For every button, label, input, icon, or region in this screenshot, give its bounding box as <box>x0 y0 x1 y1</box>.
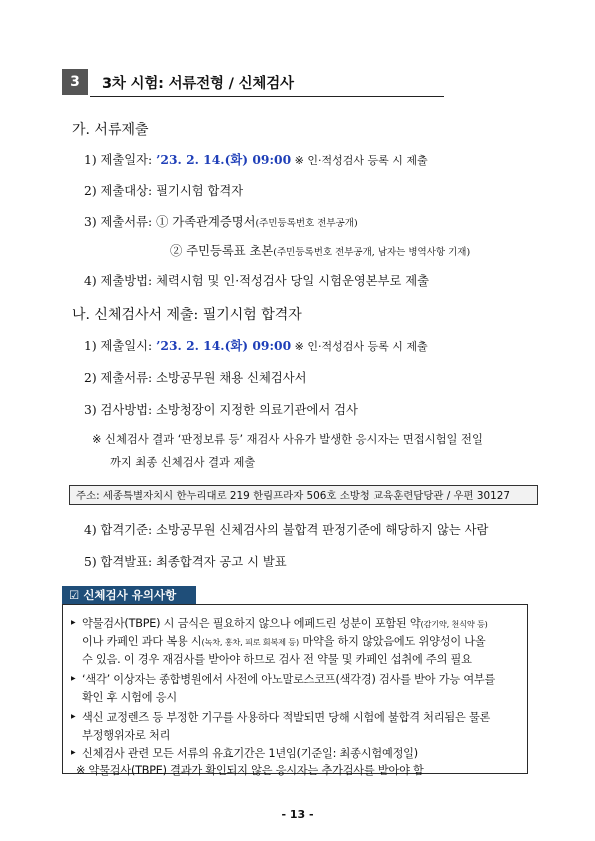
address-box: 주소: 세종특별자치시 한누리대로 219 한림프라자 506호 소방청 교육훈련담당관 / 우편 30127 <box>69 485 538 505</box>
notice-bullet1-line3: 수 있음. 이 경우 재검사를 받아야 하므로 검사 전 약물 및 카페인 섭취에 주의 필요 <box>82 653 472 666</box>
ga-item3-small: (주민등록번호 전부공개) <box>255 218 358 229</box>
notice-title-tab: ☑ 신체검사 유의사항 <box>62 586 196 605</box>
notice-footnote: ※ 약물검사(TBPE) 결과가 확인되지 않은 응시자는 추가검사를 받아야 함 <box>76 764 424 777</box>
subsection-heading-ga: 가. 서류제출 <box>72 122 149 138</box>
ga-item3-label: 3) 제출서류: ① 가족관계증명서 <box>84 215 256 229</box>
ga-item1 <box>84 150 428 168</box>
ga-item1-label: 1) 제출일자: <box>84 153 157 167</box>
ga-item2: 2) 제출대상: 필기시험 합격자 <box>84 184 244 198</box>
notice-b1-l1-small: (감기약, 천식약 등) <box>420 619 488 629</box>
bullet-icon: ▶ <box>71 713 76 720</box>
notice-b1-l2b: 마약을 하지 않았음에도 위양성이 나올 <box>299 635 486 648</box>
section-underline <box>90 96 444 98</box>
page-number: - 13 - <box>281 808 314 821</box>
na-item2: 2) 제출서류: 소방공무원 채용 신체검사서 <box>84 371 307 385</box>
notice-bullet3-line2: 부정행위자로 처리 <box>82 729 171 742</box>
na-note-line1: ※ 신체검사 결과 ‘판정보류 등’ 재검사 사유가 발생한 응시자는 면접시험일 전일 <box>92 433 483 446</box>
na-item5: 5) 합격발표: 최종합격자 공고 시 발표 <box>84 555 287 569</box>
section-title: 3차 시험: 서류전형 / 신체검사 <box>102 76 294 92</box>
bullet-icon: ▶ <box>71 749 76 756</box>
subsection-heading-na: 나. 신체검사서 제출: 필기시험 합격자 <box>72 307 302 323</box>
notice-b1-l2-small: (녹차, 홍차, 피로 회복제 등) <box>201 637 299 647</box>
na-item1-label: 1) 제출일시: <box>84 339 157 353</box>
ga-item1-note: ※ 인·적성검사 등록 시 제출 <box>291 154 428 167</box>
notice-bullet3-line1: 색신 교정렌즈 등 부정한 기구를 사용하다 적발되면 당해 시험에 불합격 처리됨은 물론 <box>82 711 491 724</box>
notice-b1-l1-text: 약물검사(TBPE) 시 금식은 필요하지 않으나 에페드린 성분이 포함된 약 <box>82 617 421 630</box>
ga-item4: 4) 제출방법: 체력시험 및 인·적성검사 당일 시험운영본부로 제출 <box>84 274 430 288</box>
section-number-badge: 3 <box>62 69 88 95</box>
notice-bullet4-line1: 신체검사 관련 모든 서류의 유효기간은 1년임(기준일: 최종시험예정일) <box>82 747 418 760</box>
na-item1 <box>84 336 428 354</box>
na-note-line2: 까지 최종 신체검사 결과 제출 <box>110 456 256 469</box>
ga-item3 <box>84 212 358 230</box>
bullet-icon: ▶ <box>71 619 76 626</box>
na-item1-note: ※ 인·적성검사 등록 시 제출 <box>291 340 428 353</box>
na-item1-date: ’23. 2. 14.(화) 09:00 <box>156 338 292 353</box>
ga-item3-line2-small: (주민등록번호 전부공개, 남자는 병역사항 기재) <box>273 247 471 258</box>
ga-item3-line2-text: ② 주민등록표 초본 <box>170 244 274 258</box>
notice-b1-l2a: 이나 카페인 과다 복용 시 <box>82 635 202 648</box>
notice-bullet1-line1 <box>82 615 488 631</box>
section-header <box>62 69 444 95</box>
na-item3: 3) 검사방법: 소방청장이 지정한 의료기관에서 검사 <box>84 403 358 417</box>
notice-bullet2-line1: ‘색각’ 이상자는 종합병원에서 사전에 아노말로스코프(색각경) 검사를 받아 가능 여부를 <box>82 673 496 686</box>
bullet-icon: ▶ <box>71 675 76 682</box>
notice-box <box>62 604 528 777</box>
notice-bullet2-line2: 확인 후 시험에 응시 <box>82 691 177 704</box>
ga-item1-date: ’23. 2. 14.(화) 09:00 <box>156 152 292 167</box>
ga-item3-line2 <box>170 241 470 259</box>
notice-bullet1-line2 <box>82 633 486 649</box>
na-item4: 4) 합격기준: 소방공무원 신체검사의 불합격 판정기준에 해당하지 않는 사람 <box>84 523 489 537</box>
